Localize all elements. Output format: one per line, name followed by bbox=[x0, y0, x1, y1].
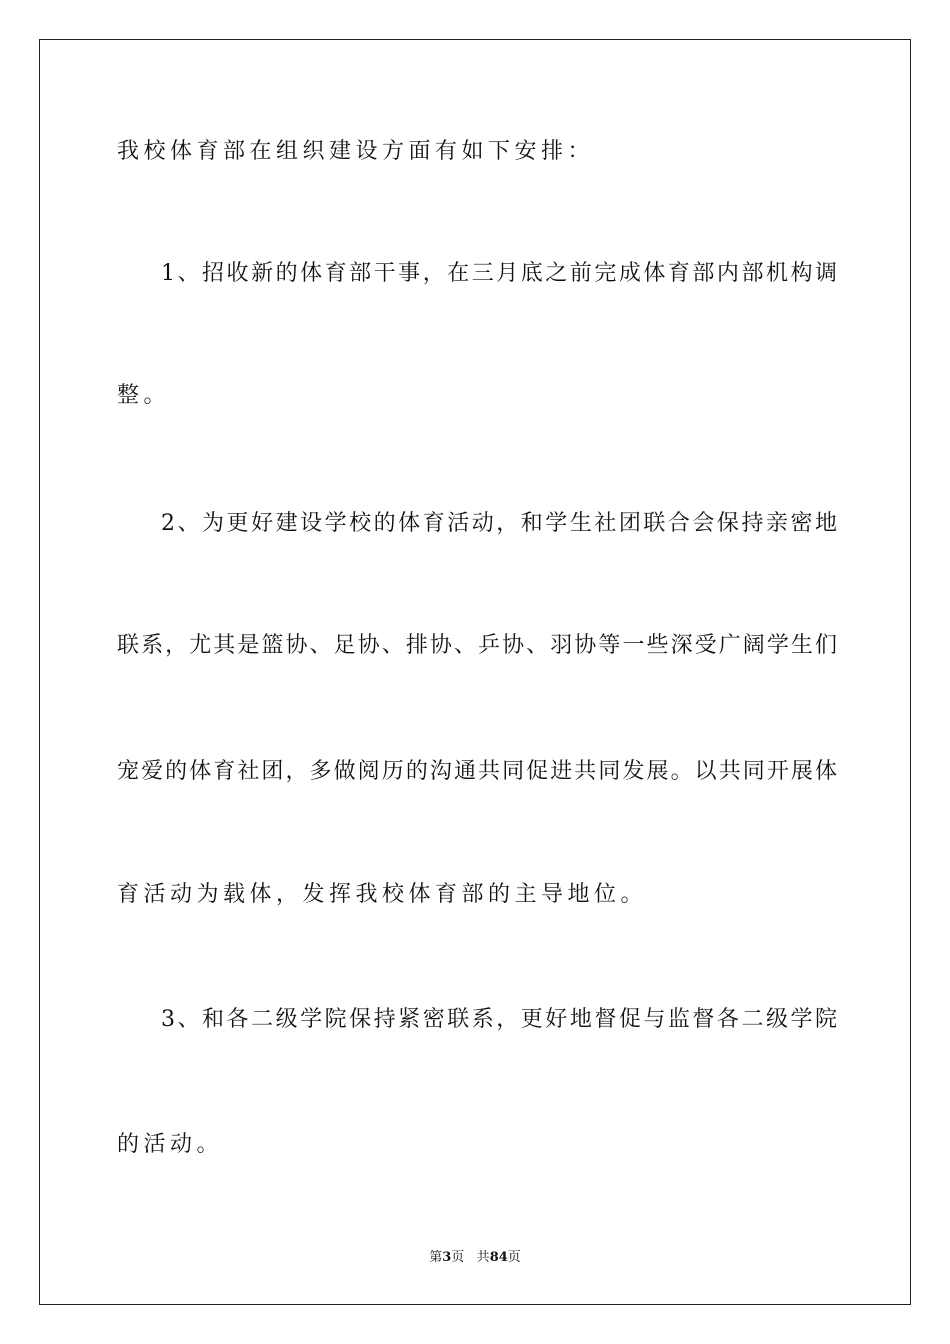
page-border bbox=[39, 39, 911, 1305]
footer-page-suffix: 页 bbox=[451, 1250, 465, 1265]
text-line-6: 宠爱的体育社团，多做阅历的沟通共同促进共同发展。以共同开展体 bbox=[117, 759, 837, 784]
text-line-2: 1、招收新的体育部干事，在三月底之前完成体育部内部机构调 bbox=[161, 261, 837, 286]
text-line-4: 2、为更好建设学校的体育活动，和学生社团联合会保持亲密地 bbox=[161, 511, 837, 536]
footer-page-prefix: 第 bbox=[429, 1250, 443, 1265]
footer-total-number: 84 bbox=[489, 1250, 508, 1265]
page-footer bbox=[0, 1246, 950, 1265]
text-line-3: 整。 bbox=[117, 383, 171, 408]
footer-total-suffix: 页 bbox=[507, 1250, 521, 1265]
text-line-8: 3、和各二级学院保持紧密联系，更好地督促与监督各二级学院 bbox=[161, 1007, 837, 1032]
text-line-7: 育活动为载体，发挥我校体育部的主导地位。 bbox=[117, 882, 648, 907]
text-line-9: 的活动。 bbox=[117, 1132, 224, 1157]
text-line-1: 我校体育部在组织建设方面有如下安排： bbox=[117, 139, 595, 164]
footer-total-prefix: 共 bbox=[476, 1250, 490, 1265]
text-line-5: 联系，尤其是篮协、足协、排协、乒协、羽协等一些深受广阔学生们 bbox=[117, 633, 837, 658]
footer-page-number: 3 bbox=[442, 1250, 452, 1265]
